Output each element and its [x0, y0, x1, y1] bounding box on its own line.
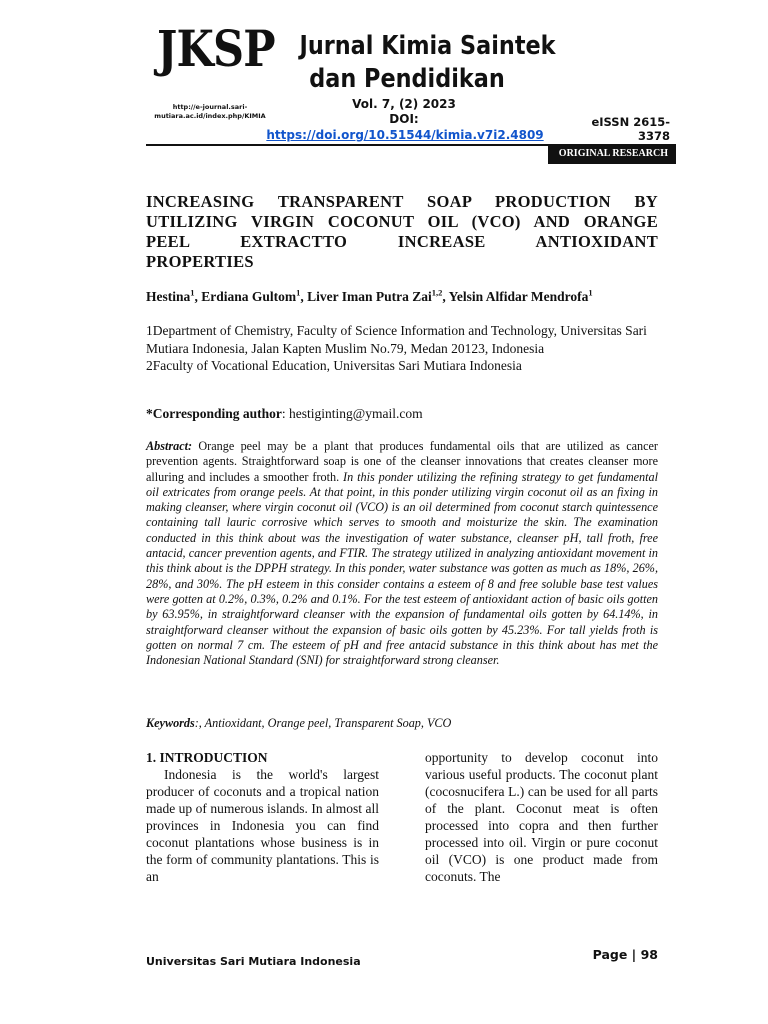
corresponding-author-email[interactable]: : hestiginting@ymail.com — [281, 406, 423, 421]
corresponding-author-label: *Corresponding author — [146, 406, 282, 421]
doi-link[interactable]: https://doi.org/10.51544/kimia.v7i2.4809 — [266, 128, 544, 142]
title-line: PEEL EXTRACTTO INCREASE ANTIOXIDANT — [146, 232, 658, 251]
journal-name — [299, 30, 556, 96]
author-separator: , — [300, 289, 308, 304]
section-heading: 1. INTRODUCTION — [146, 750, 268, 765]
article-type-badge: ORIGINAL RESEARCH — [548, 145, 676, 164]
journal-logo: JKSP — [157, 19, 275, 78]
title-line: INCREASING TRANSPARENT SOAP PRODUCTION BY — [146, 192, 658, 211]
affiliations — [146, 322, 666, 375]
volume-info: Vol. 7, (2) 2023 — [352, 97, 456, 111]
corresponding-author — [146, 405, 666, 423]
author-name: Liver Iman Putra Zai — [307, 289, 432, 304]
keywords-text: :, Antioxidant, Orange peel, Transparent Soap, VCO — [194, 716, 452, 730]
keywords — [146, 716, 658, 731]
abstract-text-plain: Orange peel may be a plant that produces fundamental oils that are utilized as cancer prevention agents. Straightforward soap is one of the cleanser innovations that creates cleanser more alluring and includes a smoother froth. — [146, 439, 658, 484]
author-affiliation-mark: 1 — [588, 287, 593, 298]
eissn: eISSN 2615-3378 — [591, 115, 670, 143]
abstract-text-italic: In this ponder utilizing the refining strategy to get fundamental oil extricates from orange peels. At that point, in this ponder utilizing virgin coconut oil as an fixing in making cleanser, where virgin coconut oil (VCO) is an oil determined from coconut starch quintessence containing tall lauric corrosive which serves to smooth and moisturize the skin. The examination conducted in this think about was the investigation of water substance, cleanser pH, tall froth, free antacid, cancer prevention agents, and FTIR. The strategy utilized in analyzing antioxidant movement in this think about is the DPPH strategy. In this ponder, water substance was gotten as much as 18%, 26%, 28%, and 30%. The pH esteem in this consider contains a esteem of 8 and free soluble base test values were gotten at 0.2%, 0.3%, 0.2% and 0.1%. For the test esteem of antioxidant action of basic oils gotten by 63.95%, in straightforward cleanser with the expansion of fundamental oils gotten by 64.14%, in straightforward cleanser without the expansion of basic oils gotten by 45.23%. For tall yields froth is gotten on normal 7 cm. The esteem of pH and free antacid substance in this think about has met the Indonesian National Standard (SNI) for straightforward strong cleanser. — [146, 469, 659, 668]
article-title — [146, 192, 658, 272]
author-affiliation-mark: 1 — [190, 287, 195, 298]
affiliation-2: 2Faculty of Vocational Education, Universitas Sari Mutiara Indonesia — [146, 358, 522, 373]
journal-name-line2: dan Pendidikan — [309, 64, 505, 94]
author-separator: , — [194, 289, 202, 304]
journal-url[interactable] — [150, 103, 270, 121]
author-name: Erdiana Gultom — [201, 289, 297, 304]
author-affiliation-mark: 1,2 — [431, 287, 443, 298]
author-name: Hestina — [146, 289, 191, 304]
page-number: Page | 98 — [592, 947, 658, 962]
author-list — [146, 288, 676, 306]
journal-url-line2: mutiara.ac.id/index.php/KIMIA — [154, 112, 266, 120]
journal-name-line1: Jurnal Kimia Saintek — [299, 31, 556, 61]
body-column-left — [146, 749, 379, 885]
doi-label: DOI: — [389, 112, 419, 126]
journal-url-line1: http://e-journal.sari- — [172, 103, 248, 111]
author-separator: , — [442, 289, 449, 304]
title-line: UTILIZING VIRGIN COCONUT OIL (VCO) AND ORANGE — [146, 212, 658, 231]
body-paragraph: Indonesia is the world's largest producer of coconuts and a tropical nation made up of numerous islands. In almost all provinces in Indonesia you can find coconut plantations whose business is in the form of community plantations. This is an — [146, 767, 379, 884]
footer-institution: Universitas Sari Mutiara Indonesia — [146, 955, 361, 968]
affiliation-1: 1Department of Chemistry, Faculty of Science Information and Technology, Universitas Sari Mutiara Indonesia, Jalan Kapten Muslim No.79, Medan 20123, Indonesia — [146, 323, 647, 356]
abstract — [146, 439, 658, 668]
author-name: Yelsin Alfidar Mendrofa — [448, 289, 589, 304]
title-line: PROPERTIES — [146, 252, 254, 271]
author-affiliation-mark: 1 — [296, 287, 301, 298]
abstract-label: Abstract: — [146, 439, 193, 453]
body-column-right — [425, 749, 658, 885]
body-paragraph: opportunity to develop coconut into various useful products. The coconut plant (cocosnucifera L.) can be used for all parts of the plant. Coconut meat is often processed into copra and then further processed into oil. Virgin or pure coconut oil (VCO) is one product made from coconuts. The — [425, 750, 658, 884]
keywords-label: Keywords — [146, 716, 195, 730]
